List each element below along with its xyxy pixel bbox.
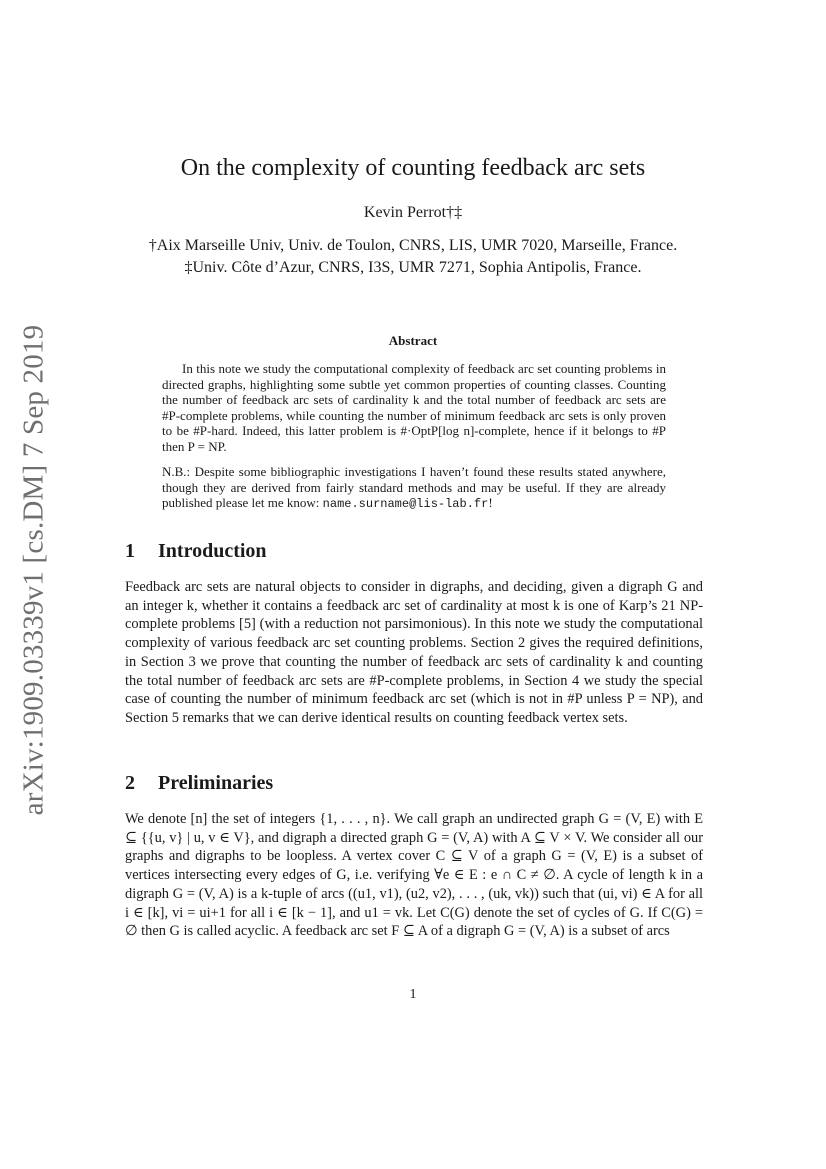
preliminaries-paragraph: We denote [n] the set of integers {1, . . . , n}. We call graph an undirected graph G = (V, E) with E ⊆ {{u, v} | u, v ∈ V}, and digraph a directed graph G = (V, A) with A ⊆ V × V. We consider all our graphs and digraphs to be loopless. A vertex cover C ⊆ V of a graph G = (V, E) is a subset of vertices intersecting every edges of G, i.e. verifying ∀e ∈ E : e ∩ C ≠ ∅. A cycle of length k in a digraph G = (V, A) is a k-tuple of arcs ((u1, v1), (u2, v2), . . . , (uk, vk)) such that (ui, vi) ∈ A for all i ∈ [k], vi = ui+1 for all i ∈ [k − 1], and u1 = vk. Let C(G) denote the set of cycles of G. If C(G) = ∅ then G is called acyclic. A feedback arc set F ⊆ A of a digraph G = (V, A) is a subset of arcs [125, 811, 703, 940]
preliminaries-body [125, 810, 703, 941]
page-number: 1 [409, 987, 417, 1002]
abstract-text-2 [162, 464, 666, 513]
section-title: Preliminaries [158, 772, 274, 794]
abstract-paragraph-1 [162, 361, 666, 455]
author-line: Kevin Perrot†‡ [363, 204, 463, 221]
abstract-heading: Abstract [388, 333, 438, 348]
introduction-paragraph: Feedback arc sets are natural objects to consider in digraphs, and deciding, given a digraph G and an integer k, whether it contains a feedback arc set of cardinality at most k is one of Karp’s 21 NP-complete problems [5] (with a reduction not parsimonious). In this note we study the computational complexity of various feedback arc set counting problems. Section 2 gives the required definitions, in Section 3 we prove that counting the number of feedback arc sets of cardinality k and counting the total number of feedback arc sets are #P-complete problems, in Section 4 we study the special case of counting the number of minimum feedback arc set (which is not in #P unless P = NP), and Section 5 remarks that we can derive identical results on counting feedback vertex sets. [125, 579, 703, 726]
abstract-note-end: ! [488, 495, 493, 511]
section-number: 1 [125, 540, 135, 562]
abstract-text-1: In this note we study the computational complexity of feedback arc set counting problems in directed graphs, highlighting some subtle yet common properties of counting classes. Counting the number of feedback arc sets of cardinality k and the total number of feedback arc sets are #P-complete problems, while counting the number of minimum feedback arc sets is only proven to be #P-hard. Indeed, this latter problem is #·OptP[log n]-complete, hence if it belongs to #P then P = NP. [162, 361, 666, 454]
paper-title: On the complexity of counting feedback arc sets [180, 155, 646, 181]
section-number: 2 [125, 772, 135, 794]
section-title: Introduction [158, 540, 267, 562]
abstract-note: N.B.: Despite some bibliographic investigations I haven’t found these results stated anywhere, though they are derived from fairly standard methods and may be useful. If they are already published please let me know: [162, 464, 666, 511]
arxiv-stamp: arXiv:1909.03339v1 [cs.DM] 7 Sep 2019 [17, 324, 50, 816]
affiliation-1: †Aix Marseille Univ, Univ. de Toulon, CNRS, LIS, UMR 7020, Marseille, France. [148, 237, 678, 254]
abstract-paragraph-2 [162, 464, 666, 513]
section-heading-preliminaries [125, 772, 273, 795]
section-heading-introduction [125, 540, 267, 563]
contact-email: name.surname@lis-lab.fr [322, 497, 489, 512]
affiliation-2: ‡Univ. Côte d’Azur, CNRS, I3S, UMR 7271, Sophia Antipolis, France. [184, 259, 642, 276]
introduction-body [125, 578, 703, 728]
